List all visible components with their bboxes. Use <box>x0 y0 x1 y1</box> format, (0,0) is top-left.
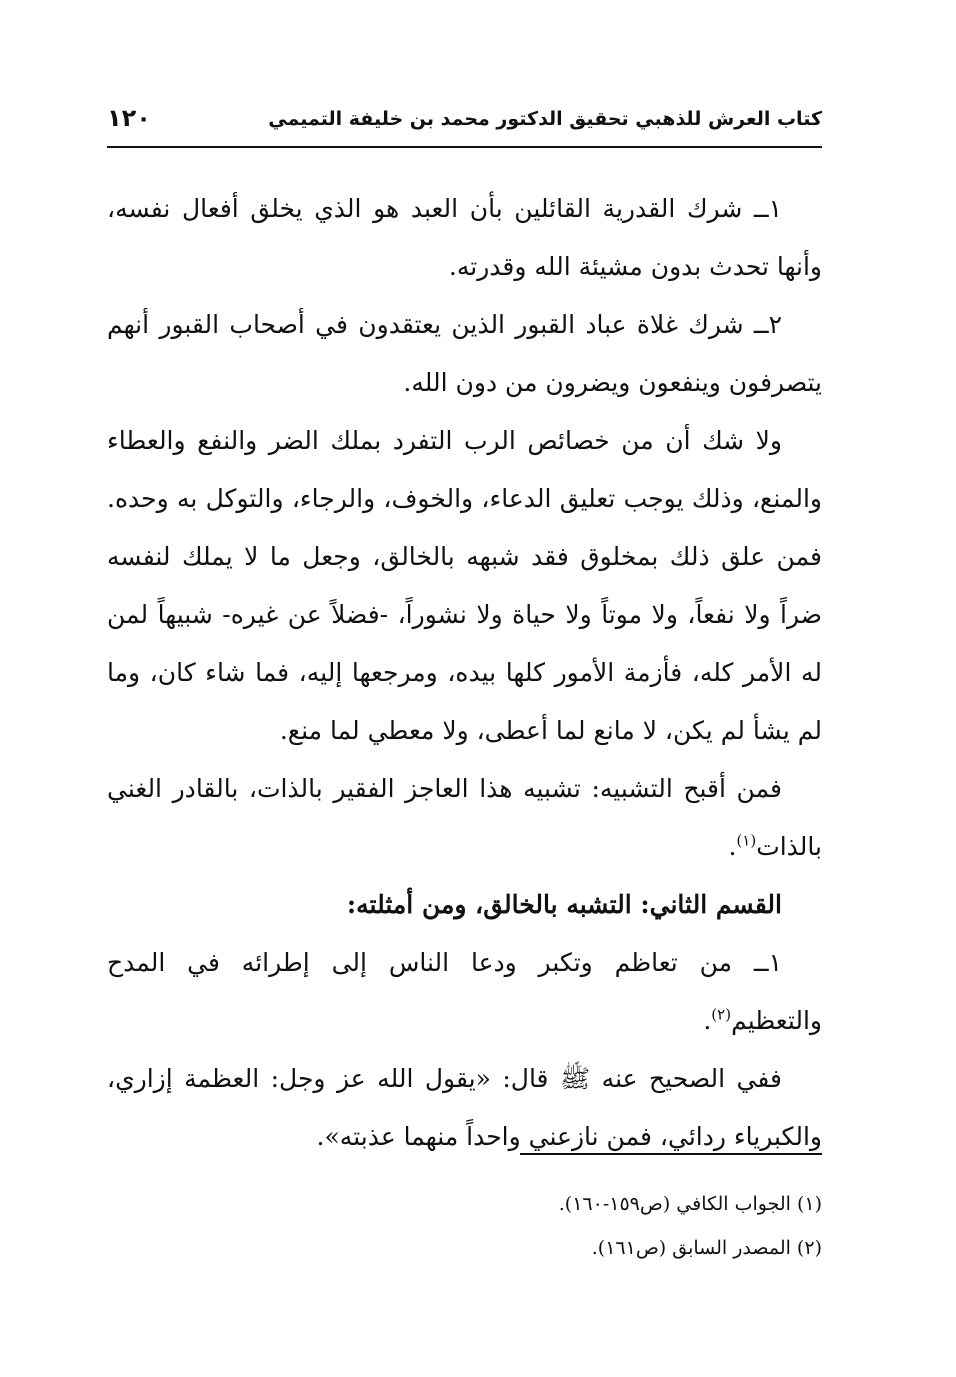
paragraph-text: فمن أقبح التشبيه: تشبيه هذا العاجز الفقير بالذات، بالقادر الغني بالذات <box>107 774 822 861</box>
paragraph-end: . <box>703 1006 712 1035</box>
section-heading: القسم الثاني: التشبه بالخالق، ومن أمثلته: <box>346 890 782 919</box>
footnote-ref-1: (١) <box>736 831 757 850</box>
footnote-2: (٢) المصدر السابق (ص١٦١). <box>591 1237 822 1259</box>
paragraph-text: ١ــ من تعاظم وتكبر ودعا الناس إلى إطرائه في المدح والتعظيم <box>107 948 822 1035</box>
paragraph-grave-worshippers: ٢ــ شرك غلاة عباد القبور الذين يعتقدون في أصحاب القبور أنهم يتصرفون وينفعون ويضرون من دون الله. <box>107 310 822 397</box>
running-title: كتاب العرش للذهبي تحقيق الدكتور محمد بن خليفة التميمي <box>268 108 822 130</box>
footnote-1: (١) الجواب الكافي (ص١٥٩-١٦٠). <box>558 1193 822 1215</box>
footnotes <box>107 1182 822 1270</box>
paragraph-qadariyya: ١ــ شرك القدرية القائلين بأن العبد هو الذي يخلق أفعال نفسه، وأنها تحدث بدون مشيئة الله وقدرته. <box>107 194 822 281</box>
paragraph-end: . <box>728 832 737 861</box>
page-number: ١٢٠ <box>107 104 151 132</box>
paragraph-worst-resemblance <box>107 760 822 876</box>
paragraph-hadith: ففي الصحيح عنه ﷺ قال: «يقول الله عز وجل: العظمة إزاري، والكبرياء ردائي، فمن نازعني واحداً منهما عذبته». <box>107 1064 822 1151</box>
footnote-divider <box>520 1153 822 1155</box>
page-header <box>107 100 822 148</box>
main-text <box>107 180 822 1166</box>
paragraph-lordship: ولا شك أن من خصائص الرب التفرد بملك الضر والنفع والعطاء والمنع، وذلك يوجب تعليق الدعاء، والخوف، والرجاء، والتوكل به وحده. فمن علق ذلك بمخلوق فقد شبهه بالخالق، وجعل ما لا يملك لنفسه ضراً ولا نفعاً، ولا موتاً ولا حياة ولا نشوراً، -فضلاً عن غيره- شبيهاً لمن له الأمر كله، فأزمة الأمور كلها بيده، ومرجعها إليه، فما شاء كان، وما لم يشأ لم يكن، لا مانع لما أعطى، ولا معطي لما منع. <box>107 426 822 745</box>
footnote-ref-2: (٢) <box>711 1005 732 1024</box>
paragraph-arrogance <box>107 934 822 1050</box>
